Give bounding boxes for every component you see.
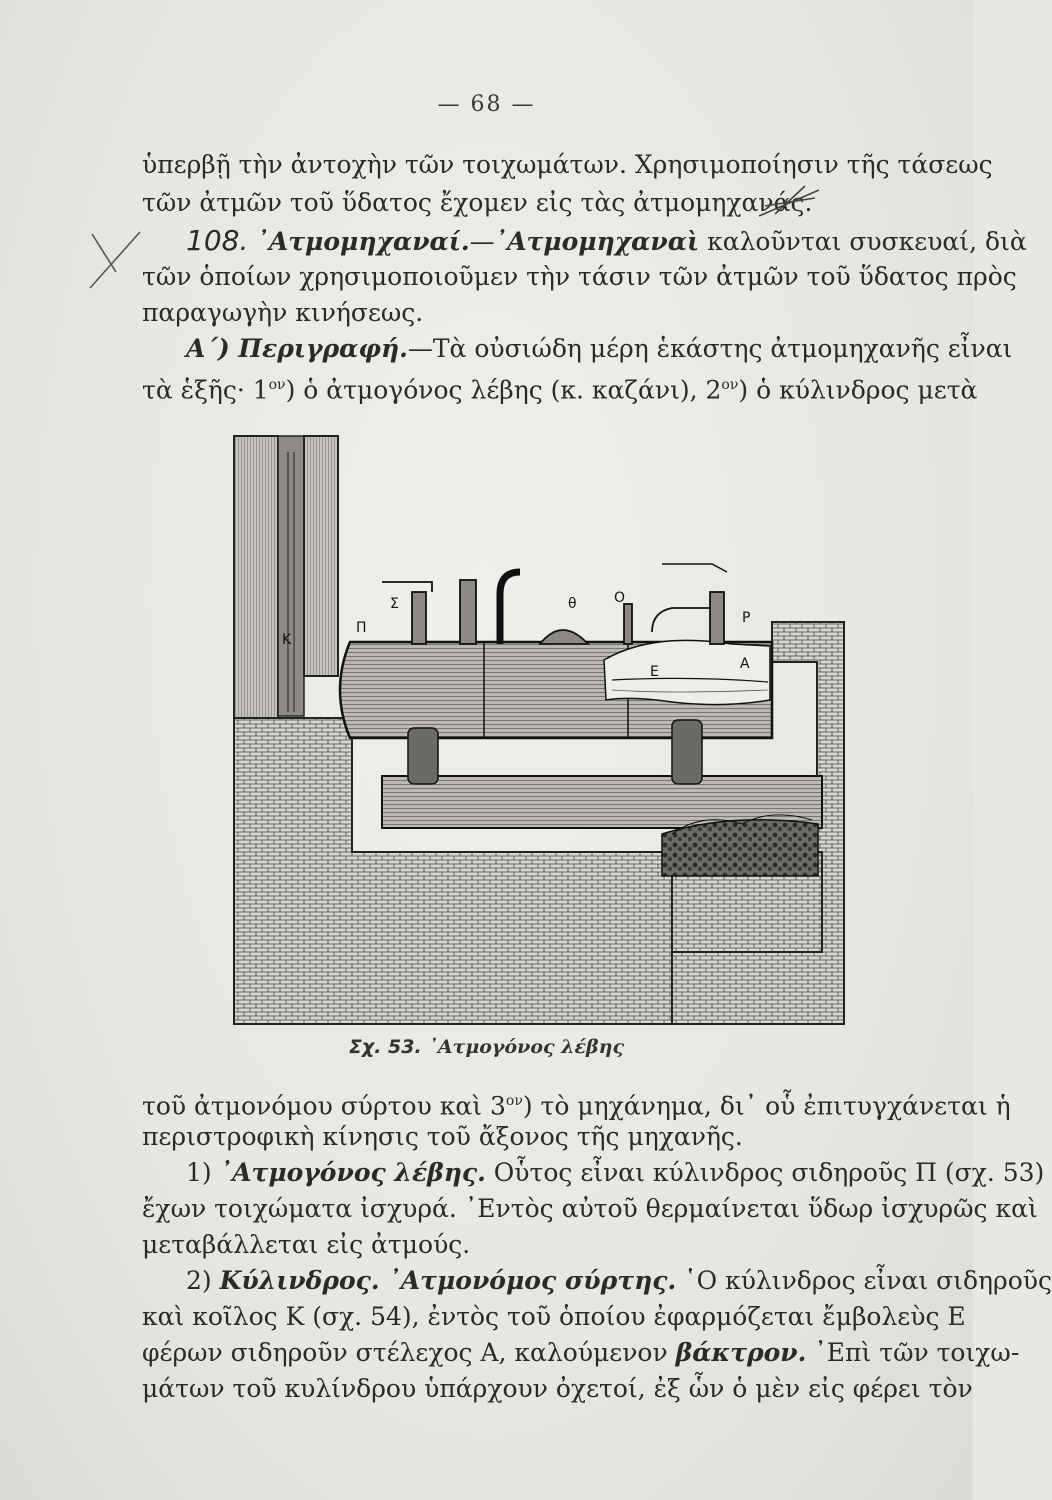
section-title: ᾽Ατμομηχαναί. bbox=[256, 227, 470, 256]
section-heading-108 bbox=[186, 224, 1027, 257]
subsection-description bbox=[186, 334, 1013, 364]
figure-caption bbox=[0, 1036, 973, 1058]
subsection-title: Α΄) Περιγραφή. bbox=[186, 334, 408, 363]
boiler-figure bbox=[232, 432, 884, 1024]
label-gauge-theta: θ bbox=[568, 596, 577, 612]
label-rod-p: Ρ bbox=[742, 610, 751, 626]
section-number: 108. bbox=[186, 224, 249, 257]
subsection-rest: —Τὰ οὐσιώδη μέρη ἑκάστης ἀτμομηχανῆς εἶναι bbox=[407, 334, 1013, 363]
text-line-8 bbox=[142, 1086, 1011, 1121]
item-1-rest: Οὗτος εἶναι κύλινδρος σιδηροῦς Π (σχ. 53) bbox=[485, 1158, 1045, 1187]
fittings bbox=[382, 564, 727, 644]
line7-part-a: τὰ ἑξῆς· 1 bbox=[142, 375, 269, 405]
text-line-7 bbox=[142, 370, 978, 405]
line7-part-c: ) ὁ κύλινδρος μετὰ bbox=[738, 375, 978, 405]
label-steam-e: Ε bbox=[650, 664, 659, 680]
line15-part-a: φέρων σιδηροῦν στέλεχος Α, καλούμενον bbox=[142, 1338, 676, 1367]
ordinal-sup-1: ον bbox=[268, 377, 286, 393]
boiler-shell bbox=[340, 640, 772, 738]
line7-part-b: ) ὁ ἀτμογόνος λέβης (κ. καζάνι), 2 bbox=[285, 375, 722, 405]
ordinal-sup-3: ον bbox=[505, 1093, 523, 1109]
masonry-base bbox=[234, 718, 672, 1024]
label-boiler: Π bbox=[356, 620, 367, 636]
dash: — bbox=[469, 227, 495, 256]
text-line-15 bbox=[142, 1338, 1020, 1368]
label-valve-o: Ο bbox=[614, 590, 626, 606]
pencil-scribble-mark bbox=[755, 182, 825, 222]
text-line-14: καὶ κοῖλος Κ (σχ. 54), ἐντὸς τοῦ ὁποίου ἐφαρμόζεται ἔμβολεὺς Ε bbox=[142, 1302, 966, 1331]
defined-term: ᾽Ατμομηχαναὶ bbox=[494, 227, 700, 256]
caption-number: Σχ. 53. bbox=[348, 1036, 422, 1058]
item-1 bbox=[186, 1158, 1045, 1188]
text-line-16: μάτων τοῦ κυλίνδρου ὑπάρχουν ὀχετοί, ἐξ ὧν ὁ μὲν εἰς φέρει τὸν bbox=[142, 1374, 973, 1403]
text-line-11: ἔχων τοιχώματα ἰσχυρά. ᾽Εντὸς αὐτοῦ θερμαίνεται ὕδωρ ἰσχυρῶς καὶ bbox=[142, 1194, 1038, 1223]
support-left bbox=[408, 728, 438, 784]
item-2-rest: ῾Ο κύλινδρος εἶναι σιδηροῦς bbox=[676, 1266, 1052, 1295]
line8-part-b: ) τὸ μηχάνημα, δι᾽ οὗ ἐπιτυγχάνεται ἡ bbox=[522, 1091, 1011, 1121]
text-line-2: τῶν ἀτμῶν τοῦ ὕδατος ἔχομεν εἰς τὰς ἀτμομηχανάς. bbox=[142, 188, 813, 217]
label-valve-s: Σ bbox=[390, 596, 399, 612]
item-2-number: 2) bbox=[186, 1266, 220, 1295]
item-1-number: 1) bbox=[186, 1158, 220, 1187]
heading-rest: καλοῦνται συσκευαί, διὰ bbox=[707, 227, 1027, 256]
item-2-term-1: Κύλινδρος. bbox=[219, 1266, 380, 1295]
page-number: — 68 — bbox=[437, 92, 536, 117]
chimney bbox=[234, 436, 338, 718]
line15-part-b: ᾽Επὶ τῶν τοιχω- bbox=[806, 1338, 1020, 1367]
text-line-4: τῶν ὁποίων χρησιμοποιοῦμεν τὴν τάσιν τῶν ἀτμῶν τοῦ ὕδατος πρὸς bbox=[142, 262, 1017, 291]
coal-bed bbox=[662, 820, 818, 876]
line15-term: βάκτρον. bbox=[675, 1338, 807, 1367]
caption-text: ᾽Ατμογόνος λέβης bbox=[428, 1036, 625, 1058]
text-line-9: περιστροφικὴ κίνησις τοῦ ἄξονος τῆς μηχανῆς. bbox=[142, 1122, 743, 1151]
label-water-a: Α bbox=[740, 656, 750, 672]
item-2-term-2: ᾽Ατμονόμος σύρτης. bbox=[379, 1266, 677, 1295]
text-line-12: μεταβάλλεται εἰς ἀτμούς. bbox=[142, 1230, 471, 1259]
label-chimney: Κ bbox=[282, 632, 292, 648]
text-line-5: παραγωγὴν κινήσεως. bbox=[142, 298, 424, 327]
line8-part-a: τοῦ ἀτμονόμου σύρτου καὶ 3 bbox=[142, 1091, 506, 1121]
item-2 bbox=[186, 1266, 1052, 1296]
text-line-1: ὑπερβῇ τὴν ἀντοχὴν τῶν τοιχωμάτων. Χρησιμοποίησιν τῆς τάσεως bbox=[142, 150, 993, 179]
support-right bbox=[672, 720, 702, 784]
item-1-term: ᾽Ατμογόνος λέβης. bbox=[219, 1158, 486, 1187]
pencil-cross-mark bbox=[80, 228, 150, 292]
ordinal-sup-2: ον bbox=[721, 377, 739, 393]
